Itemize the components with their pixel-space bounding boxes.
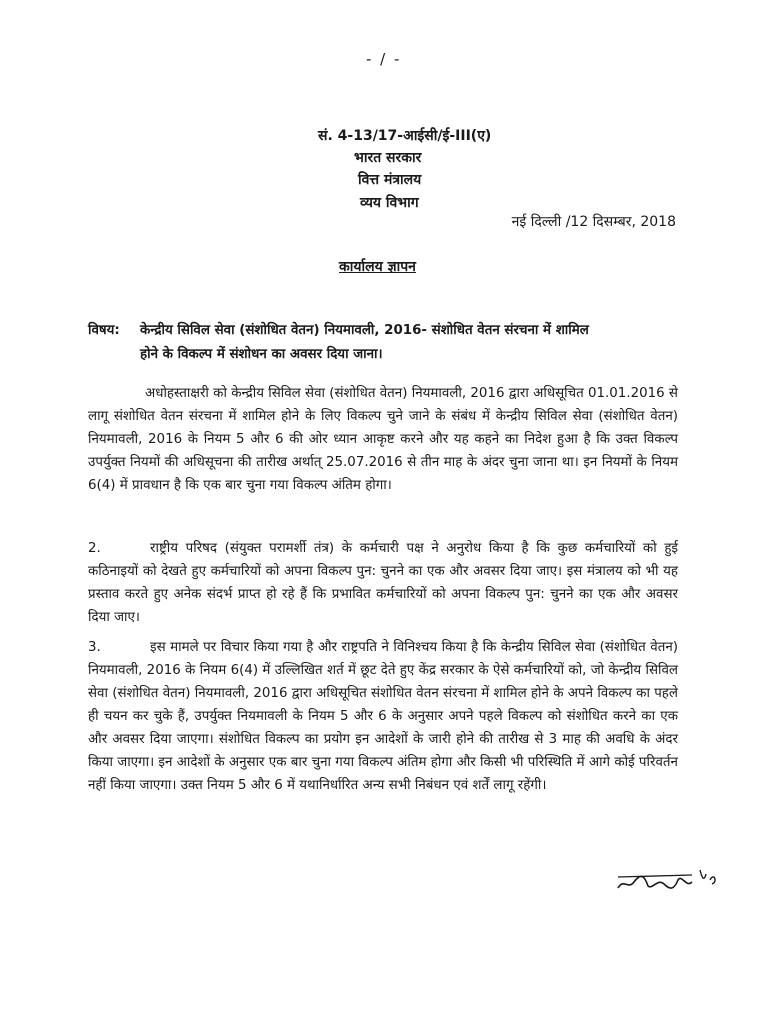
paragraph-3-number: 3.	[88, 640, 101, 655]
paragraph-3	[88, 636, 678, 797]
place-date: नई दिल्ली /12 दिसम्बर, 2018	[511, 214, 676, 230]
subject-line-2: होने के विकल्प में संशोधन का अवसर दिया जाना।	[140, 347, 383, 362]
paragraph-2-text: राष्ट्रीय परिषद (संयुक्त परामर्शी तंत्र) के कर्मचारी पक्ष ने अनुरोध किया है कि कुछ कर्मचारियों को हुई कठिनाइयों को देखते हुए कर्मचारियों को अपना विकल्प पुन: चुनने का एक और अवसर दिया जाए। इस मंत्रालय को भी यह प्रस्ताव करते हुए अनेक संदर्भ प्राप्त हो रहे हैं कि प्रभावित कर्मचारियों को अपना विकल्प पुन: चुनने का एक और अवसर दिया जाए।	[88, 541, 678, 625]
header-ministry: वित्त मंत्रालय	[358, 172, 422, 188]
subject-line-1: केन्द्रीय सिविल सेवा (संशोधित वेतन) नियमावली, 2016- संशोधित वेतन संरचना में शामिल	[140, 323, 589, 338]
subject-label: विषय:	[88, 323, 120, 338]
paragraph-2	[88, 537, 678, 629]
header-government: भारत सरकार	[354, 150, 422, 166]
paragraph-3-text: इस मामले पर विचार किया गया है और राष्ट्रपति ने विनिश्चय किया है कि केन्द्रीय सिविल सेवा (संशोधित वेतन) नियमावली, 2016 के नियम 6(4) में उल्लिखित शर्त में छूट देते हुए केंद्र सरकार के ऐसे कर्मचारियों को, जो केन्द्रीय सिविल सेवा (संशोधित वेतन) नियमावली, 2016 द्वारा अधिसूचित संशोधित वेतन संरचना में शामिल होने के अपने विकल्प का पहले ही चयन कर चुके हैं, उपर्युक्त नियमावली के नियम 5 और 6 के अनुसार अपने पहले विकल्प को संशोधित करने का एक और अवसर दिया जाएगा। संशोधित विकल्प का प्रयोग इन आदेशों के जारी होने की तारीख से 3 माह की अवधि के अंदर किया जाएगा। इन आदेशों के अनुसार एक बार चुना गया विकल्प अंतिम होगा और किसी भी परिस्थिति में आगे कोई परिवर्तन नहीं किया जाएगा। उक्त नियम 5 और 6 में यथानिर्धारित अन्य सभी निबंधन एवं शर्तें लागू रहेंगी।	[88, 640, 678, 793]
handwritten-signature	[614, 860, 724, 898]
memo-title: कार्यालय ज्ञापन	[339, 259, 416, 275]
header-department: व्यय विभाग	[360, 195, 419, 211]
file-number: सं. 4-13/17-आईसी/ई-III(ए)	[318, 128, 492, 144]
subject-block	[88, 319, 678, 367]
paragraph-1: अधोहस्ताक्षरी को केन्द्रीय सिविल सेवा (संशोधित वेतन) नियमावली, 2016 द्वारा अधिसूचित 01.01.2016 से लागू संशोधित वेतन संरचना में शामिल होने के लिए विकल्प चुने जाने के संबंध में केन्द्रीय सिविल सेवा (संशोधित वेतन) नियमावली, 2016 के नियम 5 और 6 की ओर ध्यान आकृष्ट करने और यह कहने का निदेश हुआ है कि उक्त विकल्प उपर्युक्त नियमों की अधिसूचना की तारीख अर्थात् 25.07.2016 से तीन माह के अंदर चुना जाना था। इन नियमों के नियम 6(4) में प्रावधान है कि एक बार चुना गया विकल्प अंतिम होगा।	[88, 386, 678, 493]
paragraph-2-number: 2.	[88, 541, 101, 556]
page-number: - / -	[366, 50, 402, 68]
